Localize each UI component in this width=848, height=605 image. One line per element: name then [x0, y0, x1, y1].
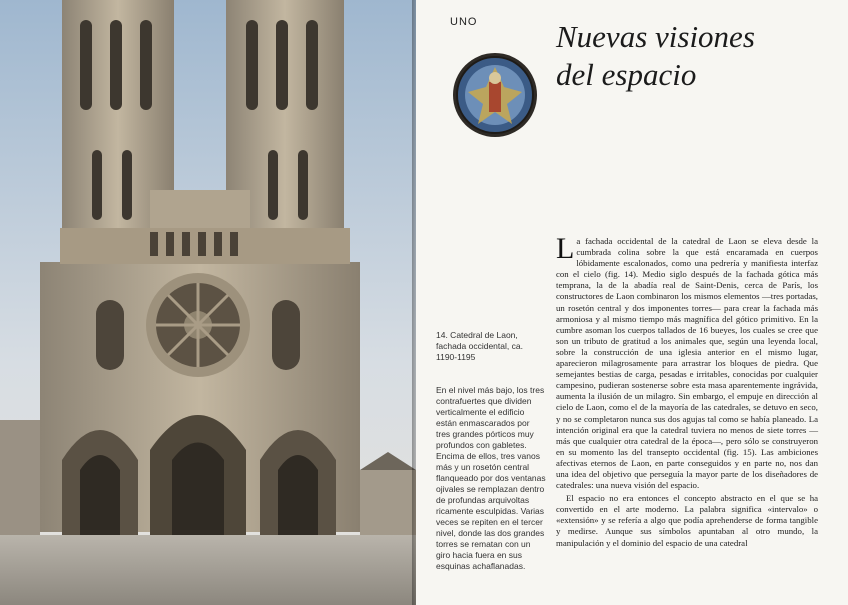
right-page [416, 0, 848, 605]
chapter-number: UNO [450, 16, 478, 28]
cathedral-photo [0, 0, 416, 605]
paragraph-1 [556, 232, 818, 491]
paragraph-1-text: a fachada occidental de la catedral de Laon se eleva desde la cumbrada colina sobre la que está encaramada en cuerpos lóbidamente escalonados, como una pedrería y manifiesta interfaz con el cielo (fig. 14). Medio siglo después de la fachada gótica más temprana, la de la abadía real de Saint-Denis, cerca de París, los constructores de Laon combinaron los mismos elementos —tres portadas, un rosetón central y dos imponentes torres— para crear la fachada más armoniosa y al mismo tiempo más magnífica del gótico primitivo. En la cumbre asoman los cuerpos tallados de 16 bueyes, los cuales se cree que son un tributo de gratitud a los animales que, según una leyenda local, sobre la construcción de una iglesia anterior en el mismo lugar, aparecieron milagrosamente para arrastrar los bloques de piedra. Que semejantes bestias de carga, pesadas e irritables, conocidas por cualquier campesino, pudieran sostenerse sobre esta masa aparentemente ingrávida, aumenta la ilusión de un milagro. Sin embargo, el empuje en dirección al cielo de Laon, como el de la mayoría de las catedrales, se detuvo en seco, y no se completaron nunca sus dos agujas tal como se había planeado. La intención original era que la catedral tuviera no menos de siete torres —más que cualquier otra catedral de la época—, pero sólo se construyeron en su momento las del transepto occidental (fig. 15). Las ambiciones afectivas eternos de Laon, en parte conseguidos y en parte no, nos dan una idea del objetivo que perseguía la mayor parte de los diseñadores de catedrales: una nueva visión del espacio. [556, 236, 818, 491]
stained-glass-roundel-icon [452, 52, 538, 138]
caption-text: En el nivel más bajo, los tres contrafuertes que dividen verticalmente el edificio están enmascarados por tres grandes pórticos muy profundos con gabletes. Encima de ellos, tres vanos más y un rosetón central flanqueado por dos ventanas ojivales se remplazan dentro de profundas arquivoltas ricamente esculpidas. Varias veces se repiten en el tercer nivel, donde las dos grandes torres se rematan con un giro hacia fuera en sus esquinas achaflanadas. [436, 385, 546, 571]
chapter-title-line1: Nuevas visiones [556, 19, 755, 54]
caption-figure-label: 14. Catedral de Laon, fachada occidental, ca. 1190-1195 [436, 330, 523, 362]
paragraph-2: El espacio no era entonces el concepto abstracto en el que se ha convertido en el arte moderno. La palabra significa «intervalo» o «extensión» y se refería a algo que podía aprehenderse de forma tangible y medirse. Aunque sus símbolos apuntaban al otro mundo, la manipulación y el dominio del espacio de una catedral [556, 493, 818, 548]
drop-cap: L [556, 232, 575, 265]
body-text [556, 232, 818, 551]
chapter-title [556, 18, 836, 94]
figure-caption [436, 330, 546, 572]
left-page [0, 0, 416, 605]
chapter-title-line2: del espacio [556, 57, 697, 92]
